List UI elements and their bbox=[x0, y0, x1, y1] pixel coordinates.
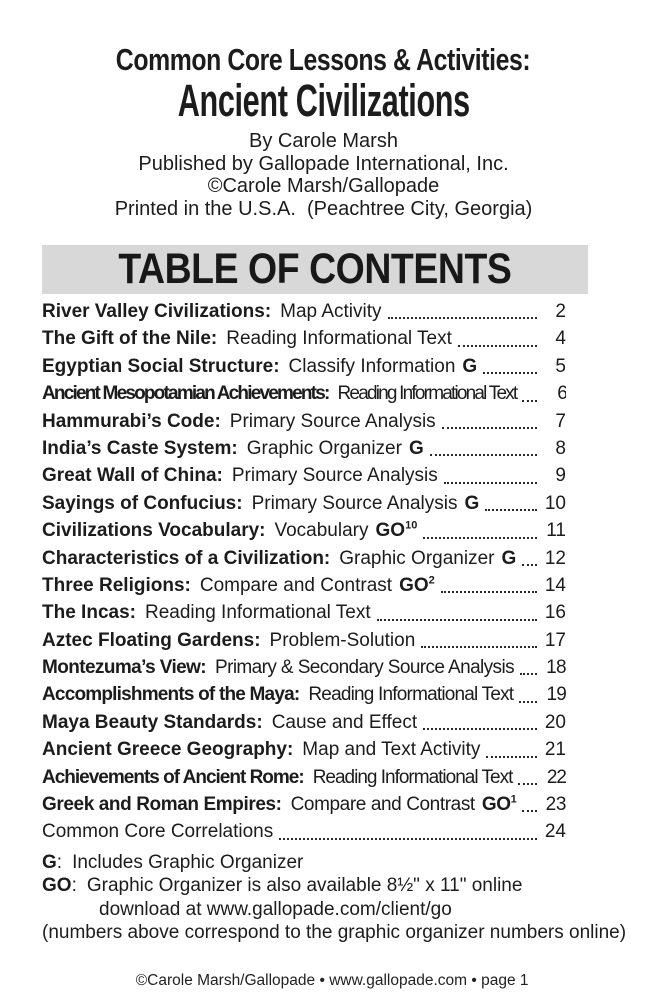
toc-page-number: 17 bbox=[544, 629, 566, 651]
printed-line: Printed in the U.S.A. (Peachtree City, Georgia) bbox=[114, 197, 533, 220]
toc-row bbox=[42, 462, 566, 489]
toc-row bbox=[42, 599, 566, 626]
dot-leader bbox=[483, 372, 537, 374]
toc-page-number: 14 bbox=[544, 574, 566, 596]
toc-entry-activity: Primary Source Analysis bbox=[231, 465, 438, 487]
toc-entry-activity: Map and Text Activity bbox=[302, 739, 481, 761]
dot-leader bbox=[520, 673, 537, 675]
toc-row bbox=[42, 736, 566, 763]
toc-page-number: 4 bbox=[555, 328, 566, 350]
graphic-organizer-marker bbox=[501, 545, 516, 572]
legend-text: download at www.gallopade.com/client/go bbox=[99, 898, 452, 920]
toc-page-number: 8 bbox=[555, 437, 566, 459]
toc-entry-title: The Gift of the Nile: bbox=[42, 328, 218, 350]
toc-entry-activity: Graphic Organizer bbox=[339, 547, 495, 569]
toc-entry-activity: Primary Source Analysis bbox=[229, 410, 436, 432]
toc-entry-title: Maya Beauty Standards: bbox=[42, 711, 263, 733]
graphic-organizer-letters: GO bbox=[481, 794, 511, 816]
toc-entry-activity: Graphic Organizer bbox=[246, 437, 402, 459]
toc-entry-activity: Reading Informational Text bbox=[144, 602, 371, 624]
dot-leader bbox=[486, 756, 537, 758]
toc-entry-activity: Primary Source Analysis bbox=[251, 492, 458, 514]
dot-leader bbox=[442, 427, 537, 429]
toc-entry-title: Aztec Floating Gardens: bbox=[42, 629, 261, 651]
toc-entry-title: Egyptian Social Structure: bbox=[42, 355, 280, 377]
toc-entry-title: Sayings of Confucius: bbox=[42, 492, 243, 514]
graphic-organizer-number: 2 bbox=[428, 574, 435, 587]
graphic-organizer-number: 1 bbox=[510, 793, 517, 806]
graphic-organizer-marker: GO bbox=[42, 875, 72, 897]
dot-leader bbox=[522, 564, 537, 566]
toc-entry-title: The Incas: bbox=[42, 602, 136, 624]
toc-entry-activity: Reading Informational Text bbox=[312, 766, 513, 788]
dot-leader bbox=[430, 454, 537, 456]
graphic-organizer-marker bbox=[376, 517, 418, 544]
legend-line bbox=[42, 898, 612, 922]
graphic-organizer-letters: G bbox=[462, 355, 478, 377]
toc-banner-title: TABLE OF CONTENTS bbox=[118, 245, 512, 293]
toc-row bbox=[42, 572, 566, 599]
toc-entry-activity: Classify Information bbox=[288, 355, 456, 377]
dot-leader bbox=[518, 783, 537, 785]
toc-page-number: 9 bbox=[555, 465, 566, 487]
graphic-organizer-marker bbox=[482, 791, 517, 818]
toc-row bbox=[42, 791, 566, 818]
toc-row bbox=[42, 490, 566, 517]
dot-leader bbox=[377, 619, 537, 621]
book-title bbox=[0, 75, 647, 126]
toc-row bbox=[42, 545, 566, 572]
toc-page-number: 21 bbox=[544, 739, 566, 761]
dot-leader bbox=[423, 537, 537, 539]
toc-page-number: 6 bbox=[557, 383, 566, 405]
toc-entry-activity: Common Core Correlations bbox=[42, 821, 274, 843]
dot-leader bbox=[279, 838, 537, 840]
toc-row bbox=[42, 298, 566, 325]
toc-entry-activity: Problem-Solution bbox=[269, 629, 416, 651]
toc-entry-title: Ancient Mesopotamian Achievements: bbox=[42, 383, 329, 405]
graphic-organizer-marker bbox=[464, 490, 479, 517]
toc-entry-activity: Reading Informational Text bbox=[337, 383, 517, 405]
toc-row bbox=[42, 818, 566, 845]
legend-line bbox=[42, 851, 612, 875]
toc-entry-activity: Reading Informational Text bbox=[308, 684, 514, 706]
graphic-organizer-marker bbox=[399, 572, 435, 599]
toc-entry-title: Characteristics of a Civilization: bbox=[42, 547, 331, 569]
publication-info bbox=[0, 130, 647, 220]
toc-entry-title: River Valley Civilizations: bbox=[42, 301, 272, 322]
legend-text: Graphic Organizer is also available 8½" x 11" online bbox=[86, 875, 523, 897]
toc-row bbox=[42, 681, 566, 708]
dot-leader bbox=[522, 400, 537, 402]
toc-page-number: 11 bbox=[546, 520, 566, 542]
graphic-organizer-letters: G bbox=[464, 492, 480, 514]
toc-row bbox=[42, 380, 566, 407]
footer-text: ©Carole Marsh/Gallopade • www.gallopade.com • page 1 bbox=[135, 971, 529, 989]
toc-entry-title: Great Wall of China: bbox=[42, 465, 223, 487]
book-header bbox=[0, 0, 647, 220]
toc-page-number: 10 bbox=[544, 492, 566, 514]
toc-row bbox=[42, 654, 566, 681]
dot-leader bbox=[458, 345, 537, 347]
toc-page-number: 12 bbox=[544, 547, 566, 569]
toc-page-number: 24 bbox=[544, 821, 566, 843]
toc-page-number: 18 bbox=[546, 657, 566, 679]
dot-leader bbox=[388, 317, 537, 319]
dot-leader bbox=[522, 810, 537, 812]
toc-page-number: 19 bbox=[546, 684, 566, 706]
toc-entry-title: Montezuma’s View: bbox=[42, 657, 207, 679]
dot-leader bbox=[423, 728, 537, 730]
toc-row bbox=[42, 517, 566, 544]
toc-entry-activity: Map Activity bbox=[280, 301, 382, 322]
dot-leader bbox=[485, 509, 537, 511]
graphic-organizer-marker: G bbox=[42, 851, 57, 873]
publisher-line: Published by Gallopade International, Inc. bbox=[138, 152, 509, 175]
toc-row bbox=[42, 325, 566, 352]
toc-entry-title: Three Religions: bbox=[42, 574, 191, 596]
toc-entry-activity: Primary & Secondary Source Analysis bbox=[215, 657, 514, 679]
dot-leader bbox=[519, 701, 537, 703]
series-title-text: Common Core Lessons & Activities: bbox=[116, 42, 531, 77]
toc-entry-title: Achievements of Ancient Rome: bbox=[42, 766, 304, 788]
graphic-organizer-number: 10 bbox=[405, 519, 418, 532]
toc-entry-title: Hammurabi’s Code: bbox=[42, 410, 221, 432]
toc-page-number: 22 bbox=[546, 766, 566, 788]
graphic-organizer-marker bbox=[409, 435, 424, 462]
toc-legend bbox=[42, 851, 627, 945]
graphic-organizer-letters: G bbox=[501, 547, 517, 569]
toc-page-number: 5 bbox=[555, 355, 566, 377]
graphic-organizer-letters: GO bbox=[375, 520, 406, 542]
legend-text: (numbers above correspond to the graphic organizer numbers online) bbox=[42, 922, 627, 944]
toc-page-number: 20 bbox=[544, 711, 566, 733]
legend-text: Includes Graphic Organizer bbox=[72, 851, 304, 873]
toc-list bbox=[42, 298, 566, 846]
toc-row bbox=[42, 627, 566, 654]
book-title-text: Ancient Civilizations bbox=[177, 75, 470, 126]
toc-entry-title: India’s Caste System: bbox=[42, 437, 238, 459]
toc-row bbox=[42, 709, 566, 736]
legend-separator: : bbox=[56, 851, 63, 873]
byline: By Carole Marsh bbox=[249, 130, 398, 152]
toc-entry-title: Civilizations Vocabulary: bbox=[42, 520, 266, 542]
toc-row bbox=[42, 353, 566, 380]
toc-entry-activity: Cause and Effect bbox=[271, 711, 418, 733]
toc-entry-title: Greek and Roman Empires: bbox=[42, 794, 282, 816]
toc-page-number: 7 bbox=[555, 410, 566, 432]
legend-line bbox=[42, 874, 612, 898]
toc-banner bbox=[42, 245, 588, 294]
dot-leader bbox=[444, 482, 537, 484]
toc-row bbox=[42, 435, 566, 462]
dot-leader bbox=[441, 591, 537, 593]
page-footer bbox=[0, 954, 647, 1000]
toc-page-number: 2 bbox=[555, 301, 566, 322]
toc-entry-activity: Compare and Contrast bbox=[199, 574, 393, 596]
graphic-organizer-letters: GO bbox=[399, 574, 429, 596]
graphic-organizer-marker bbox=[462, 353, 477, 380]
dot-leader bbox=[421, 646, 537, 648]
legend-line bbox=[42, 921, 627, 945]
toc-row bbox=[42, 764, 566, 791]
toc-page-number: 23 bbox=[545, 794, 566, 816]
toc-page-number: 16 bbox=[544, 602, 566, 624]
series-title bbox=[0, 42, 647, 78]
toc-entry-title: Ancient Greece Geography: bbox=[42, 739, 294, 761]
copyright-line: ©Carole Marsh/Gallopade bbox=[207, 175, 440, 197]
toc-entry-activity: Vocabulary bbox=[274, 520, 369, 542]
legend-separator: : bbox=[71, 875, 77, 897]
toc-row bbox=[42, 408, 566, 435]
toc-entry-title: Accomplishments of the Maya: bbox=[42, 684, 300, 706]
graphic-organizer-letters: G bbox=[408, 437, 424, 459]
toc-entry-activity: Reading Informational Text bbox=[226, 328, 452, 350]
toc-entry-activity: Compare and Contrast bbox=[290, 794, 475, 816]
